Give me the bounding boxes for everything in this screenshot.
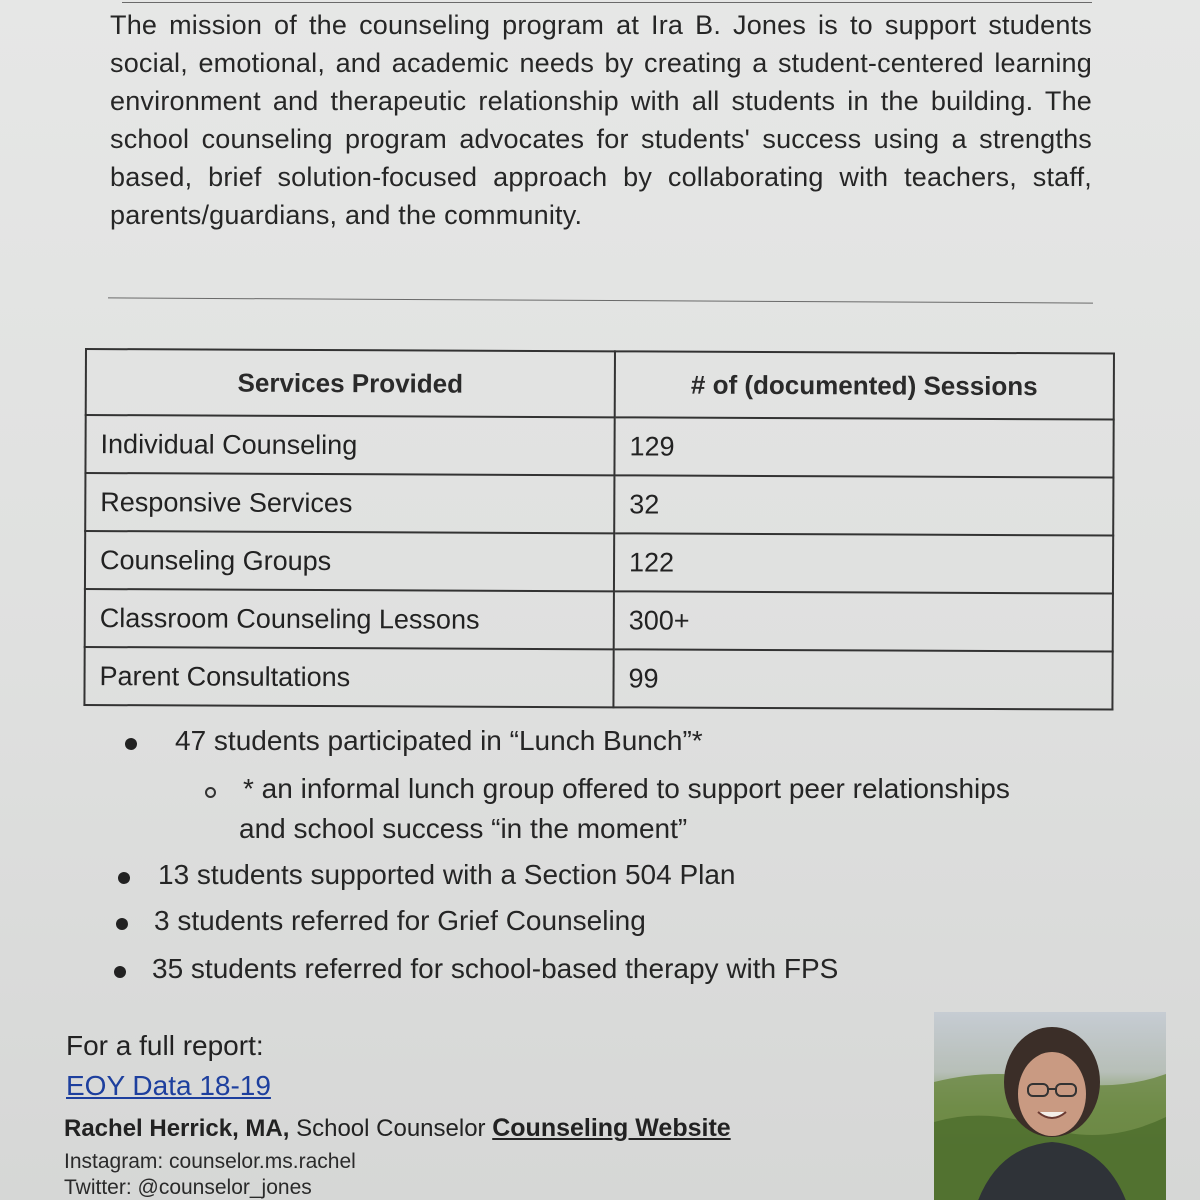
sessions-cell: 32 — [614, 475, 1113, 535]
signature-line — [64, 1114, 731, 1143]
table-header-row — [86, 349, 1114, 419]
instagram-handle: Instagram: counselor.ms.rachel — [64, 1150, 356, 1173]
counseling-website-link[interactable]: Counseling Website — [492, 1114, 731, 1142]
mission-statement: The mission of the counseling program at Ira B. Jones is to support students social, emotional, and academic needs by creating a student-centered learning environment and therapeutic relationship with all students in the building. The school counseling program advocates for students' success using a strengths based, brief solution-focused approach by collaborating with teachers, staff, parents/guardians, and the community. — [110, 10, 1092, 230]
header-services: Services Provided — [86, 349, 615, 417]
sub-list-item-text-continued: and school success “in the moment” — [239, 813, 688, 844]
service-cell: Individual Counseling — [85, 415, 614, 475]
table-row — [85, 589, 1113, 651]
header-sessions: # of (documented) Sessions — [615, 351, 1114, 419]
table-row — [84, 647, 1112, 709]
bullet-ring-icon — [205, 787, 216, 798]
list-item-text: 47 students participated in “Lunch Bunch”* — [175, 725, 703, 756]
counselor-name: Rachel Herrick, MA, — [64, 1115, 290, 1142]
bullet-dot-icon — [114, 966, 126, 978]
sessions-cell: 300+ — [614, 591, 1113, 651]
sessions-cell: 129 — [614, 417, 1113, 477]
section-divider — [108, 297, 1093, 303]
twitter-handle: Twitter: @counselor_jones — [64, 1176, 312, 1199]
portrait-image — [934, 1012, 1166, 1200]
list-item-text: 3 students referred for Grief Counseling — [154, 905, 646, 936]
list-item-text: 35 students referred for school-based therapy with FPS — [152, 953, 839, 984]
counselor-photo — [934, 1012, 1166, 1200]
bullet-dot-icon — [116, 918, 128, 930]
table-row — [85, 415, 1113, 477]
service-cell: Classroom Counseling Lessons — [85, 589, 614, 649]
sessions-cell: 99 — [613, 649, 1112, 709]
bullet-dot-icon — [125, 738, 137, 750]
list-item-text: 13 students supported with a Section 504 Plan — [158, 859, 736, 890]
services-table — [83, 348, 1115, 710]
table-row — [85, 531, 1113, 593]
sub-list-item-text: * an informal lunch group offered to support peer relationships — [243, 773, 1010, 804]
bullet-dot-icon — [118, 872, 130, 884]
service-cell: Counseling Groups — [85, 531, 614, 591]
table-row — [85, 473, 1113, 535]
service-cell: Responsive Services — [85, 473, 614, 533]
counselor-role: School Counselor — [296, 1115, 486, 1142]
report-label: For a full report: — [66, 1030, 264, 1061]
eoy-data-link[interactable]: EOY Data 18-19 — [66, 1070, 271, 1101]
sessions-cell: 122 — [614, 533, 1113, 593]
top-divider — [122, 2, 1092, 3]
service-cell: Parent Consultations — [84, 647, 613, 707]
